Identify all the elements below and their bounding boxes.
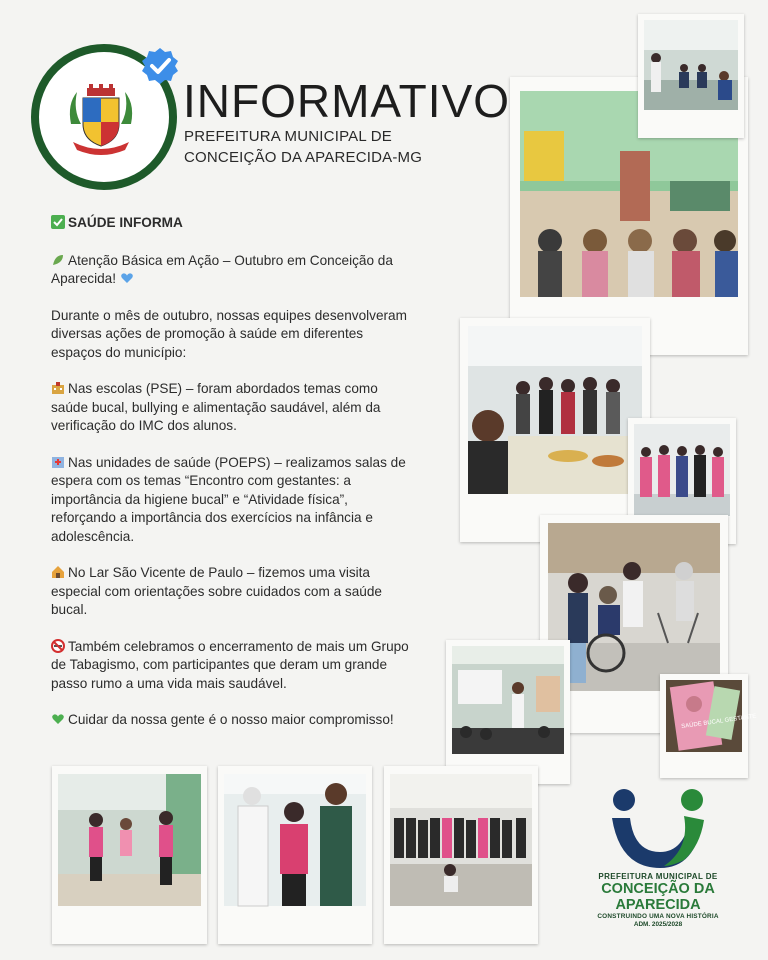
intro-paragraph: Atenção Básica em Ação – Outubro em Conceição da Aparecida! — [51, 252, 393, 286]
subtitle-line-2: CONCEIÇÃO DA APARECIDA-MG — [184, 149, 423, 166]
no-smoking-icon — [51, 639, 65, 653]
check-mark-icon — [51, 215, 65, 229]
photo-health-unit-team — [52, 766, 207, 944]
logo-line-3: APARECIDA — [615, 897, 701, 913]
section-heading: SAÚDE INFORMA — [51, 214, 411, 233]
leaf-icon — [51, 253, 65, 267]
logo-line-1: PREFEITURA MUNICIPAL DE — [598, 872, 718, 881]
school-icon — [51, 381, 65, 395]
blue-heart-icon — [120, 271, 134, 285]
coat-of-arms-icon — [63, 84, 139, 156]
closing-paragraph: Cuidar da nossa gente é o nosso maior compromisso! — [51, 711, 411, 730]
lead-paragraph: Durante o mês de outubro, nossas equipes desenvolveram diversas ações de promoção à saúde em diferentes espaços do município: — [51, 307, 407, 360]
logo-line-5: ADM. 2025/2028 — [633, 921, 683, 928]
photo-large-group — [384, 766, 538, 944]
photo-classroom-presentation — [446, 640, 570, 784]
health-units-paragraph: Nas unidades de saúde (POEPS) – realizamos salas de espera com os temas “Encontro com gestantes: a importância da higiene bucal” e “Atividade física”, reforçando a importância dos exercícios na infância e adolescência. — [51, 454, 406, 544]
municipal-logo — [584, 786, 732, 936]
green-heart-icon — [51, 712, 65, 726]
photo-team-gathering — [460, 318, 650, 542]
page-title: INFORMATIVO — [183, 75, 511, 127]
photo-pamphlet — [660, 674, 757, 778]
hospital-icon — [51, 455, 65, 469]
photo-dental-staff — [218, 766, 372, 944]
lar-paragraph: No Lar São Vicente de Paulo – fizemos uma visita especial com orientações sobre cuidados com a saúde bucal. — [51, 565, 382, 617]
logo-line-2: CONCEIÇÃO DA — [601, 881, 715, 897]
logo-mark-icon — [584, 786, 732, 872]
article-body — [51, 214, 411, 748]
subtitle-line-1: PREFEITURA MUNICIPAL DE — [184, 128, 392, 145]
photo-waiting-room — [638, 14, 744, 138]
logo-line-4: CONSTRUINDO UMA NOVA HISTÓRIA — [597, 913, 719, 920]
pamphlet-label: SAÚDE BUCAL GESTANTE — [680, 713, 757, 731]
schools-paragraph: Nas escolas (PSE) – foram abordados temas como saúde bucal, bullying e alimentação saudável, além da verificação do IMC dos alunos. — [51, 381, 381, 433]
house-icon — [51, 565, 65, 579]
page-subtitle — [184, 126, 422, 168]
verified-badge-icon — [140, 46, 180, 86]
tabagismo-paragraph: Também celebramos o encerramento de mais um Grupo de Tabagismo, com participantes que deram um grande passo rumo a uma vida mais saudável. — [51, 638, 409, 691]
